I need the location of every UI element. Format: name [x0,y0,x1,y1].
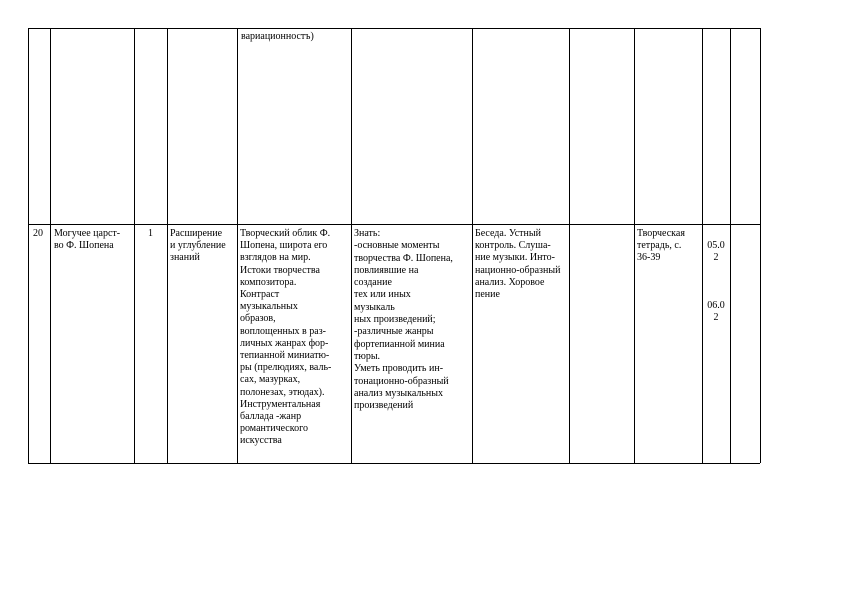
text-line: фортепианной миниа [354,338,445,350]
table-top-border [28,28,760,29]
text-line: Знать: [354,228,381,239]
text-line: знаний [170,252,200,264]
column-border [50,28,51,463]
text-line: ние музыки. Инто- [475,252,555,264]
text-line: 2 [713,252,719,264]
text-line: пение [475,289,500,301]
text-line: воплощенных в раз- [240,325,326,337]
column-border [28,28,29,463]
column-border [569,28,570,463]
text-line: Творческий облик Ф. [240,228,331,239]
text-line: 1 [148,228,153,239]
text-line: Инструментальная [240,398,321,410]
text-line: тепианной миниатю- [240,350,330,362]
text-line: 06.0 [707,300,725,311]
column-border [351,28,352,463]
text-line: и углубление [170,240,226,252]
lesson-number [33,228,43,240]
text-line: ры (прелюдиях, валь- [240,362,332,374]
text-line: вариационностъ) [241,31,314,42]
text-line: музыкаль [354,301,395,313]
lesson-date-plan [702,240,730,264]
table-bottom-border [28,463,760,464]
column-border [167,28,168,463]
text-line: анализ музыкальных [354,387,443,399]
text-line: Беседа. Устный [475,228,541,239]
text-line: романтического [240,423,308,435]
column-border [134,28,135,463]
text-line: Шопена, широта его [240,240,328,252]
text-line: -различные жанры [354,326,434,338]
text-line: тех или иных [354,289,411,301]
prev-row-content-tail [241,31,314,43]
text-line: образов, [240,313,276,325]
text-line: произведений [354,400,414,412]
text-line: 2 [713,312,719,324]
lesson-date-fact [702,300,730,324]
lesson-type [170,228,226,265]
text-line: музыкальных [240,301,298,313]
lesson-topic [54,228,120,252]
column-border [730,28,731,463]
text-line: Истоки творчества [240,264,320,276]
text-line: полонезах, этюдах). [240,386,325,398]
text-line: тетрадь, с. [637,240,682,252]
column-border [634,28,635,463]
text-line: баллада -жанр [240,411,302,423]
text-line: тонационно-образный [354,375,449,387]
text-line: анализ. Хоровое [475,276,545,288]
text-line: Уметь проводить ин- [354,363,444,375]
text-line: контроль. Слуша- [475,240,551,252]
text-line: Творческая [637,228,685,239]
text-line: создание [354,277,392,289]
lesson-hours [134,228,167,240]
text-line: творчества Ф. Шопена, [354,252,453,264]
text-line: 20 [33,228,43,239]
text-line: -основные моменты [354,240,440,252]
text-line: сах, мазурках, [240,374,301,386]
text-line: национно-образный [475,264,561,276]
text-line: личных жанрах фор- [240,337,329,349]
text-line: взглядов на мир. [240,252,311,264]
column-border [760,28,761,463]
column-border [472,28,473,463]
lesson-homework [637,228,685,265]
text-line: ных произведений; [354,314,436,326]
text-line: во Ф. Шопена [54,240,114,252]
text-line: Расширение [170,228,223,239]
text-line: искусства [240,435,282,447]
text-line: Могучее царст- [54,228,121,239]
text-line: 36-39 [637,252,661,264]
row-separator [28,224,760,225]
text-line: Контраст [240,289,280,301]
text-line: композитора. [240,276,297,288]
lesson-requirements [354,228,453,412]
text-line: повлиявшие на [354,264,419,276]
lesson-control [475,228,560,301]
column-border [237,28,238,463]
text-line: 05.0 [707,240,725,251]
text-line: тюры. [354,350,381,362]
lesson-content [240,228,331,448]
